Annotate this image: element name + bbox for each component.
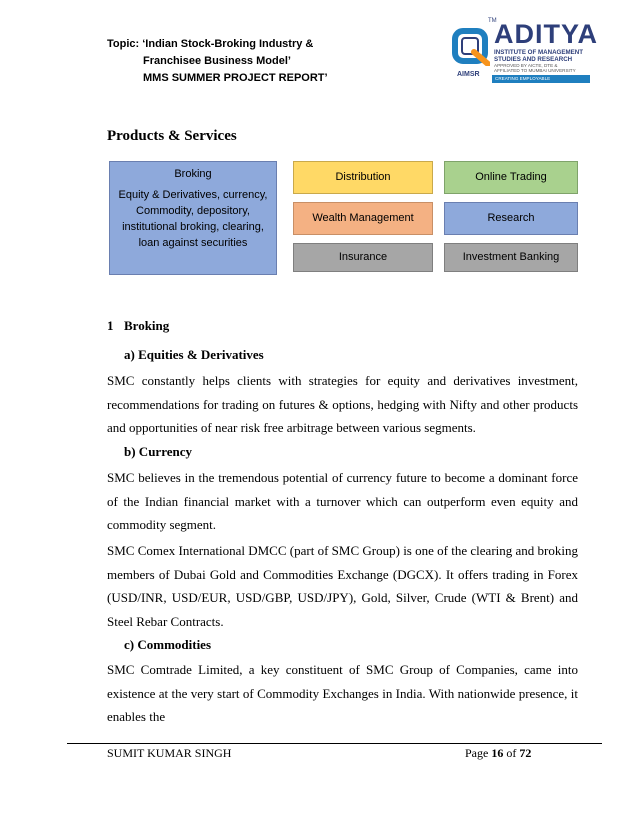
page-total: 72 [519,746,532,760]
subheading-commodities: c) Commodities [124,637,212,652]
footer-page-number [465,746,531,761]
broking-box [109,161,277,275]
logo-tagline: CREATING EMPLOYABLE PROFESSIONALS [492,75,590,83]
subheading-currency: b) Currency [124,444,193,459]
paragraph-equities: SMC constantly helps clients with strategies for equity and derivatives investment, recommendations for trading on futures & options, hedging with Nifty and other products and opportunities of near risk free arbitrage between various segments. [107,373,578,436]
investment-banking-box: Investment Banking [444,243,578,272]
distribution-box: Distribution [293,161,433,194]
subheading-equities: a) Equities & Derivatives [124,347,264,362]
logo-approval-line-2: AFFILIATED TO MUMBAI UNIVERSITY [494,68,576,74]
research-box: Research [444,202,578,235]
heading-1-broking: Broking [124,318,170,333]
logo-abbreviation: AIMSR [457,71,480,78]
logo-approval [494,63,576,74]
logo-q-emblem-icon [452,28,490,66]
page-of-label: of [506,746,517,760]
footer-divider [67,743,602,744]
topic-line-1: Topic: ‘Indian Stock-Broking Industry & [107,38,314,50]
logo-trademark: TM [488,18,497,24]
footer-author: SUMIT KUMAR SINGH [107,746,232,760]
wealth-management-box: Wealth Management [293,202,433,235]
logo-institute [494,49,583,63]
header-topic [107,36,328,87]
heading-1-number: 1 [107,318,114,333]
paragraph-currency-2: SMC Comex International DMCC (part of SMC Group) is one of the clearing and broking members of Dubai Gold and Commodities Exchange (DGCX). It offers trading in Forex (USD/INR, USD/EUR, USD/GBP, USD/JPY), Gold, Silver, Crude (WTI & Brent) and Steel Rebar Contracts. [107,543,578,630]
logo-name: ADITYA [494,19,599,49]
online-trading-box: Online Trading [444,161,578,194]
paragraph-commodities: SMC Comtrade Limited, a key constituent of SMC Group of Companies, came into existence at the very start of Commodity Exchanges in India. With nationwide presence, it enables the [107,662,578,725]
broking-description: Equity & Derivatives, currency, Commodity, depository, institutional broking, clearing, loan against securities [118,189,268,249]
page-current: 16 [491,746,504,760]
logo-institute-line-1: INSTITUTE OF MANAGEMENT [494,49,584,56]
logo-institute-line-2: STUDIES AND RESEARCH [494,56,573,63]
topic-line-3: MMS SUMMER PROJECT REPORT’ [143,72,328,84]
topic-line-2: Franchisee Business Model’ [143,55,291,67]
broking-title: Broking [174,168,212,180]
logo-approval-line-1: APPROVED BY AICTE, DTE & [494,63,558,68]
insurance-box: Insurance [293,243,433,272]
page-label: Page [465,746,489,760]
institute-logo [452,18,599,89]
section-title: Products & Services [107,128,237,144]
paragraph-currency-1: SMC believes in the tremendous potential of currency future to become a dominant force of the Indian financial market with a turnover which can outperform even equity and commodity segment. [107,470,578,533]
